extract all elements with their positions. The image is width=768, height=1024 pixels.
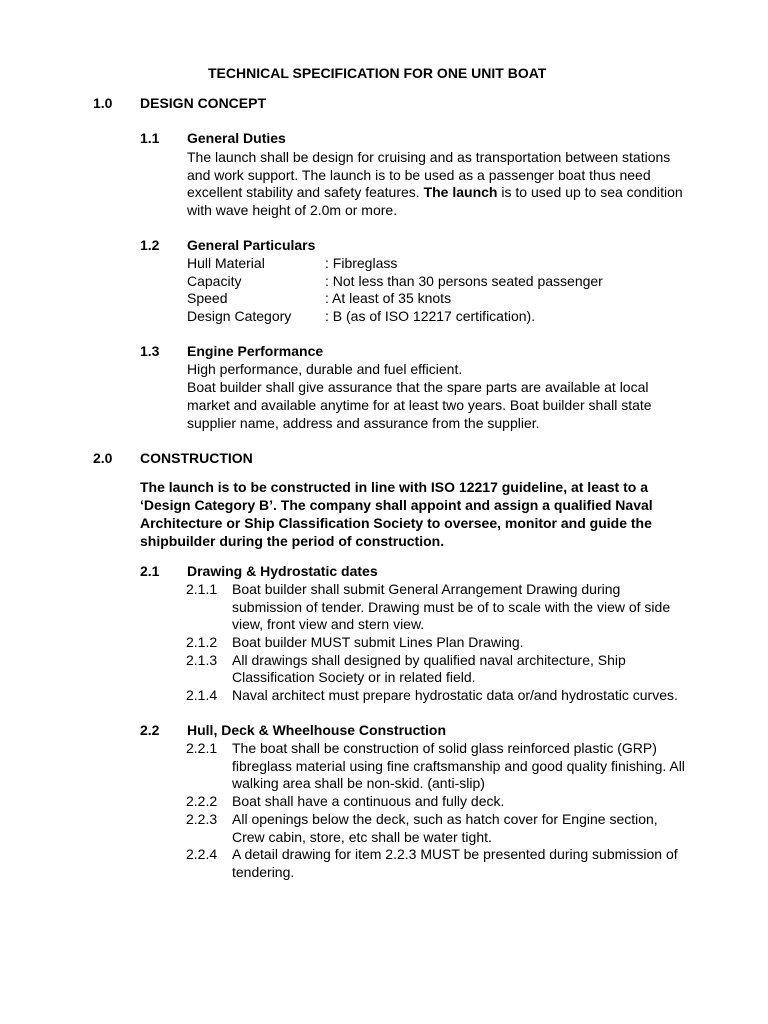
item-line: The boat shall be construction of solid glass reinforced plastic (GRP) — [232, 740, 657, 756]
subsection-heading: Drawing & Hydrostatic dates — [187, 563, 378, 579]
item-number: 2.2.3 — [186, 811, 218, 827]
subsection-number: 2.2 — [140, 722, 160, 738]
item-number: 2.2.2 — [186, 793, 218, 809]
item-line: Crew cabin, store, etc shall be water tight. — [232, 829, 492, 845]
item-line: tendering. — [232, 864, 295, 880]
subsection-number: 1.3 — [140, 343, 160, 359]
item-line: All drawings shall designed by qualified naval architecture, Ship — [232, 652, 626, 668]
particular-value: : Fibreglass — [325, 255, 398, 271]
subsection-heading: Engine Performance — [187, 343, 324, 359]
item-line: fibreglass material using fine craftsmanship and good quality finishing. All — [232, 758, 685, 774]
paragraph-line: market and available anytime for at least two years. Boat builder shall state — [187, 397, 652, 413]
particular-value: : At least of 35 knots — [325, 290, 452, 306]
item-line: view, front view and stern view. — [232, 616, 425, 632]
item-line: Boat shall have a continuous and fully deck. — [232, 793, 505, 809]
subsection-heading: Hull, Deck & Wheelhouse Construction — [187, 722, 447, 738]
item-line: Boat builder MUST submit Lines Plan Drawing. — [232, 634, 524, 650]
paragraph-line: and work support. The launch is to be used as a passenger boat thus need — [187, 167, 651, 183]
section-heading: DESIGN CONCEPT — [140, 95, 267, 111]
item-line: Classification Society or in related field. — [232, 669, 476, 685]
subsection-heading: General Particulars — [187, 237, 316, 253]
section-heading: CONSTRUCTION — [140, 450, 253, 466]
paragraph-line: with wave height of 2.0m or more. — [187, 202, 398, 218]
subsection-number: 1.1 — [140, 130, 160, 146]
intro-line: Architecture or Ship Classification Society to oversee, monitor and guide the — [140, 515, 652, 531]
paragraph-line: The launch shall be design for cruising and as transportation between stations — [187, 149, 671, 165]
subsection-number: 2.1 — [140, 563, 160, 579]
item-number: 2.2.1 — [186, 740, 218, 756]
item-line: All openings below the deck, such as hatch cover for Engine section, — [232, 811, 658, 827]
subsection-heading: General Duties — [187, 130, 286, 146]
intro-line: The launch is to be constructed in line with ISO 12217 guideline, at least to a — [140, 479, 648, 495]
item-line: Boat builder shall submit General Arrangement Drawing during — [232, 581, 621, 597]
page-title: TECHNICAL SPECIFICATION FOR ONE UNIT BOAT — [208, 65, 547, 81]
particular-label: Design Category — [187, 308, 292, 324]
item-line: A detail drawing for item 2.2.3 MUST be presented during submission of — [232, 846, 678, 862]
paragraph-line: supplier name, address and assurance from the supplier. — [187, 415, 540, 431]
intro-line: ‘Design Category B’. The company shall appoint and assign a qualified Naval — [140, 497, 653, 513]
particular-value: : B (as of ISO 12217 certification). — [325, 308, 536, 324]
particular-label: Hull Material — [187, 255, 265, 271]
item-line: submission of tender. Drawing must be of to scale with the view of side — [232, 599, 671, 615]
intro-line: shipbuilder during the period of construction. — [140, 533, 445, 549]
section-number: 1.0 — [93, 95, 113, 111]
section-number: 2.0 — [93, 450, 113, 466]
paragraph-line: excellent stability and safety features. The launch is to used up to sea condition — [187, 184, 683, 200]
item-number: 2.1.4 — [186, 687, 218, 703]
item-number: 2.1.3 — [186, 652, 218, 668]
subsection-number: 1.2 — [140, 237, 160, 253]
item-number: 2.1.1 — [186, 581, 218, 597]
paragraph-line: High performance, durable and fuel efficient. — [187, 361, 463, 377]
particular-label: Capacity — [187, 273, 242, 289]
item-number: 2.2.4 — [186, 846, 218, 862]
item-number: 2.1.2 — [186, 634, 218, 650]
particular-value: : Not less than 30 persons seated passenger — [325, 273, 603, 289]
item-line: Naval architect must prepare hydrostatic data or/and hydrostatic curves. — [232, 687, 678, 703]
paragraph-line: Boat builder shall give assurance that the spare parts are available at local — [187, 379, 649, 395]
item-line: walking area shall be non-skid. (anti-slip) — [232, 775, 485, 791]
particular-label: Speed — [187, 290, 228, 306]
